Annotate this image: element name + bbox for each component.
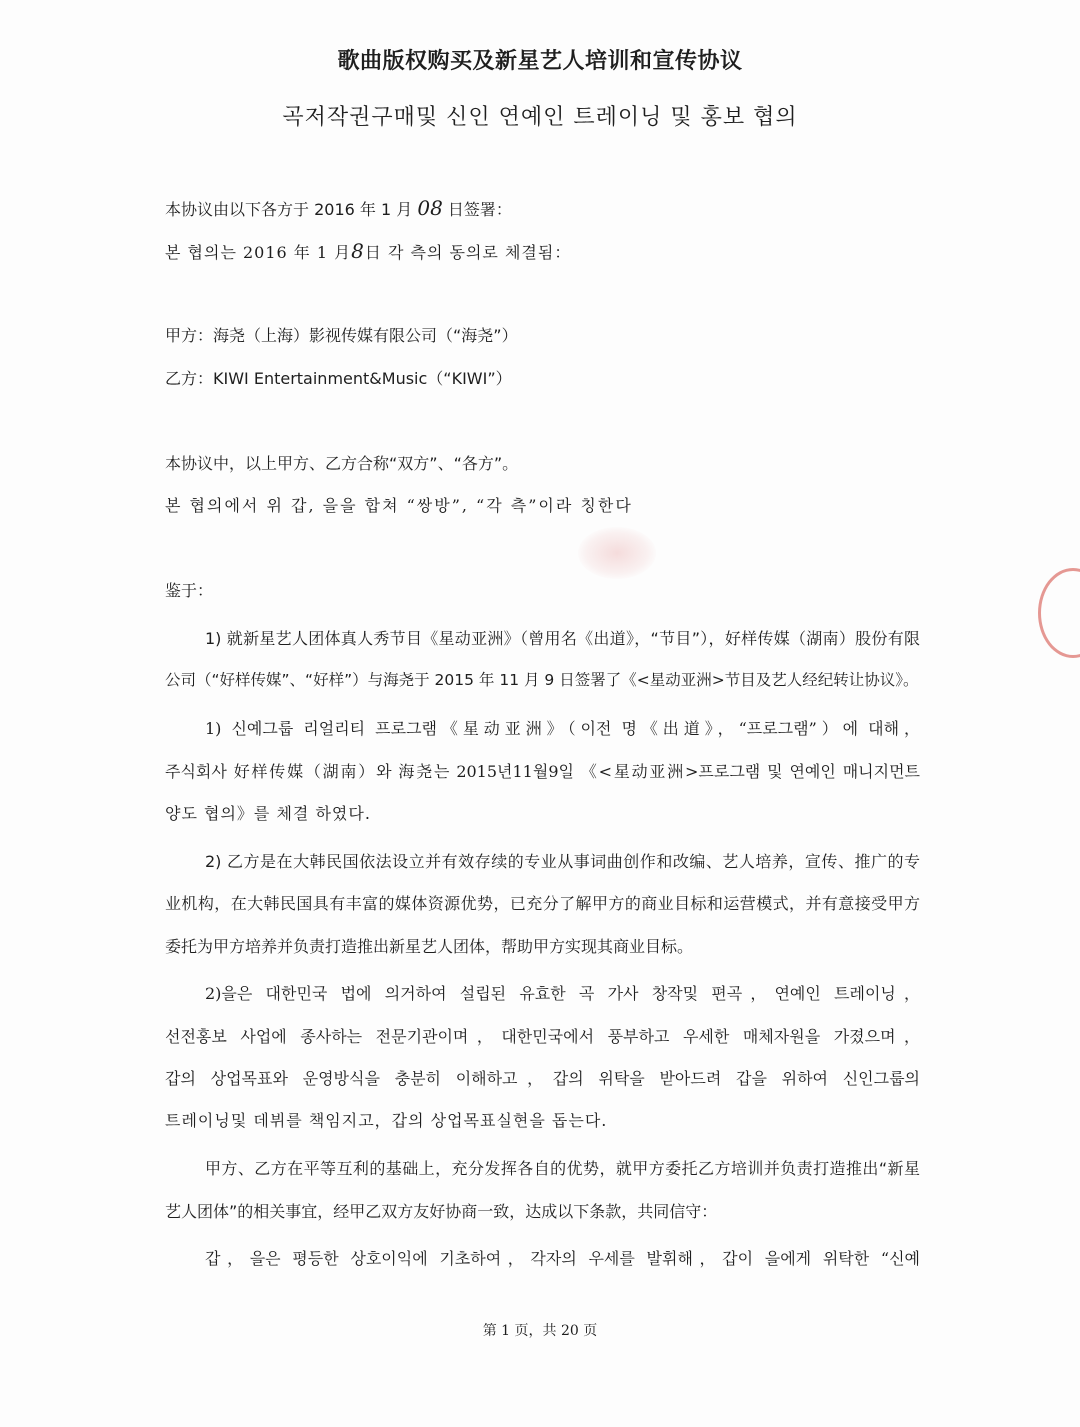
whereas-heading: 鉴于： — [165, 581, 214, 600]
p2-kr-line-4: 트레이닝및 데뷔를 책임지고，갑의 상업목표실현을 돕는다. — [165, 1111, 608, 1130]
edge-seal-stamp — [1038, 568, 1080, 658]
p2-kr-line-3: 갑의 상업목표와 운영방식을 충분히 이해하고，갑의 위탁을 받아드려 갑을 위하여 신인그룹의 — [165, 1069, 920, 1088]
date-line-korean — [165, 239, 920, 263]
handwritten-day-kr: 8 — [351, 239, 365, 263]
p3-cn-line-1: 甲方、乙方在平等互利的基础上，充分发挥各自的优势，就甲方委托乙方培训并负责打造推出“新星 — [205, 1159, 920, 1178]
p1-kr-line-2: 주식회사 好样传媒（湖南）와 海尧는 2015년11월9일 《<星动亚洲>프로그램 및 연예인 매니지먼트 — [165, 762, 920, 781]
date-line-chinese — [165, 196, 920, 220]
p2-kr-line-1: 2)을은 대한민국 법에 의거하여 설립된 유효한 곡 가사 창작및 편곡，연예인 트레이닝， — [205, 984, 920, 1003]
handwritten-day: 08 — [417, 196, 443, 220]
p1-kr-line-3: 양도 협의》를 체결 하였다. — [165, 804, 371, 823]
date-kr-after: 日 각 측의 동의로 체결됨： — [364, 243, 572, 262]
p3-cn-line-2: 艺人团体”的相关事宜，经甲乙双方友好协商一致，达成以下条款，共同信守： — [165, 1202, 718, 1221]
both-parties-chinese: 本协议中，以上甲方、乙方合称“双方”、“各方”。 — [165, 454, 519, 473]
title-chinese: 歌曲版权购买及新星艺人培训和宣传协议 — [337, 49, 743, 74]
title-korean: 곡저작권구매및 신인 연예인 트레이닝 및 홍보 협의 — [282, 105, 798, 130]
p1-cn-line-1: 1) 就新星艺人团体真人秀节目《星动亚洲》（曾用名《出道》，“节目”），好样传媒（湖南）股份有限 — [205, 629, 920, 648]
both-parties-korean: 본 협의에서 위 갑, 을을 합쳐 “쌍방”, “각 측”이라 칭한다 — [165, 496, 633, 515]
date-text-before: 本协议由以下各方于 2016 年 1 月 — [165, 200, 413, 219]
p1-cn-line-2: 公司（“好样传媒”、“好样”）与海尧于 2015 年 11 月 9 日签署了《<星动亚洲>节目及艺人经纪转让协议》。 — [165, 671, 919, 689]
p2-cn-line-1: 2) 乙方是在大韩民国依法设立并有效存续的专业从事词曲创作和改编、艺人培养，宣传、推广的专 — [205, 852, 920, 871]
p3-kr-line-1: 갑，을은 평등한 상호이익에 기초하여，각자의 우세를 발휘해，갑이 을에게 위탁한 “신예 — [205, 1249, 920, 1268]
date-text-after: 日签署： — [447, 200, 512, 219]
date-kr-before: 본 협의는 2016 年 1 月 — [165, 243, 352, 262]
faint-seal-stamp — [578, 527, 656, 579]
p2-cn-line-3: 委托为甲方培养并负责打造推出新星艺人团体，帮助甲方实现其商业目标。 — [165, 937, 694, 956]
p2-cn-line-2: 业机构，在大韩民国具有丰富的媒体资源优势，已充分了解甲方的商业目标和运营模式，并有意接受甲方 — [165, 894, 920, 913]
party-b: 乙方：KIWI Entertainment&Music（“KIWI”） — [165, 369, 512, 388]
p2-kr-line-2: 선전홍보 사업에 종사하는 전문기관이며，대한민국에서 풍부하고 우세한 매체자원을 가졌으며， — [165, 1027, 920, 1046]
party-a: 甲方：海尧（上海）影视传媒有限公司（“海尧”） — [165, 326, 518, 345]
page-number-footer: 第 1 页，共 20 页 — [482, 1323, 598, 1339]
p1-kr-line-1: 1) 신예그룹 리얼리티 프로그램《星动亚洲》（이전 명《出道》，“프로그램”）에 대해， — [205, 719, 920, 738]
